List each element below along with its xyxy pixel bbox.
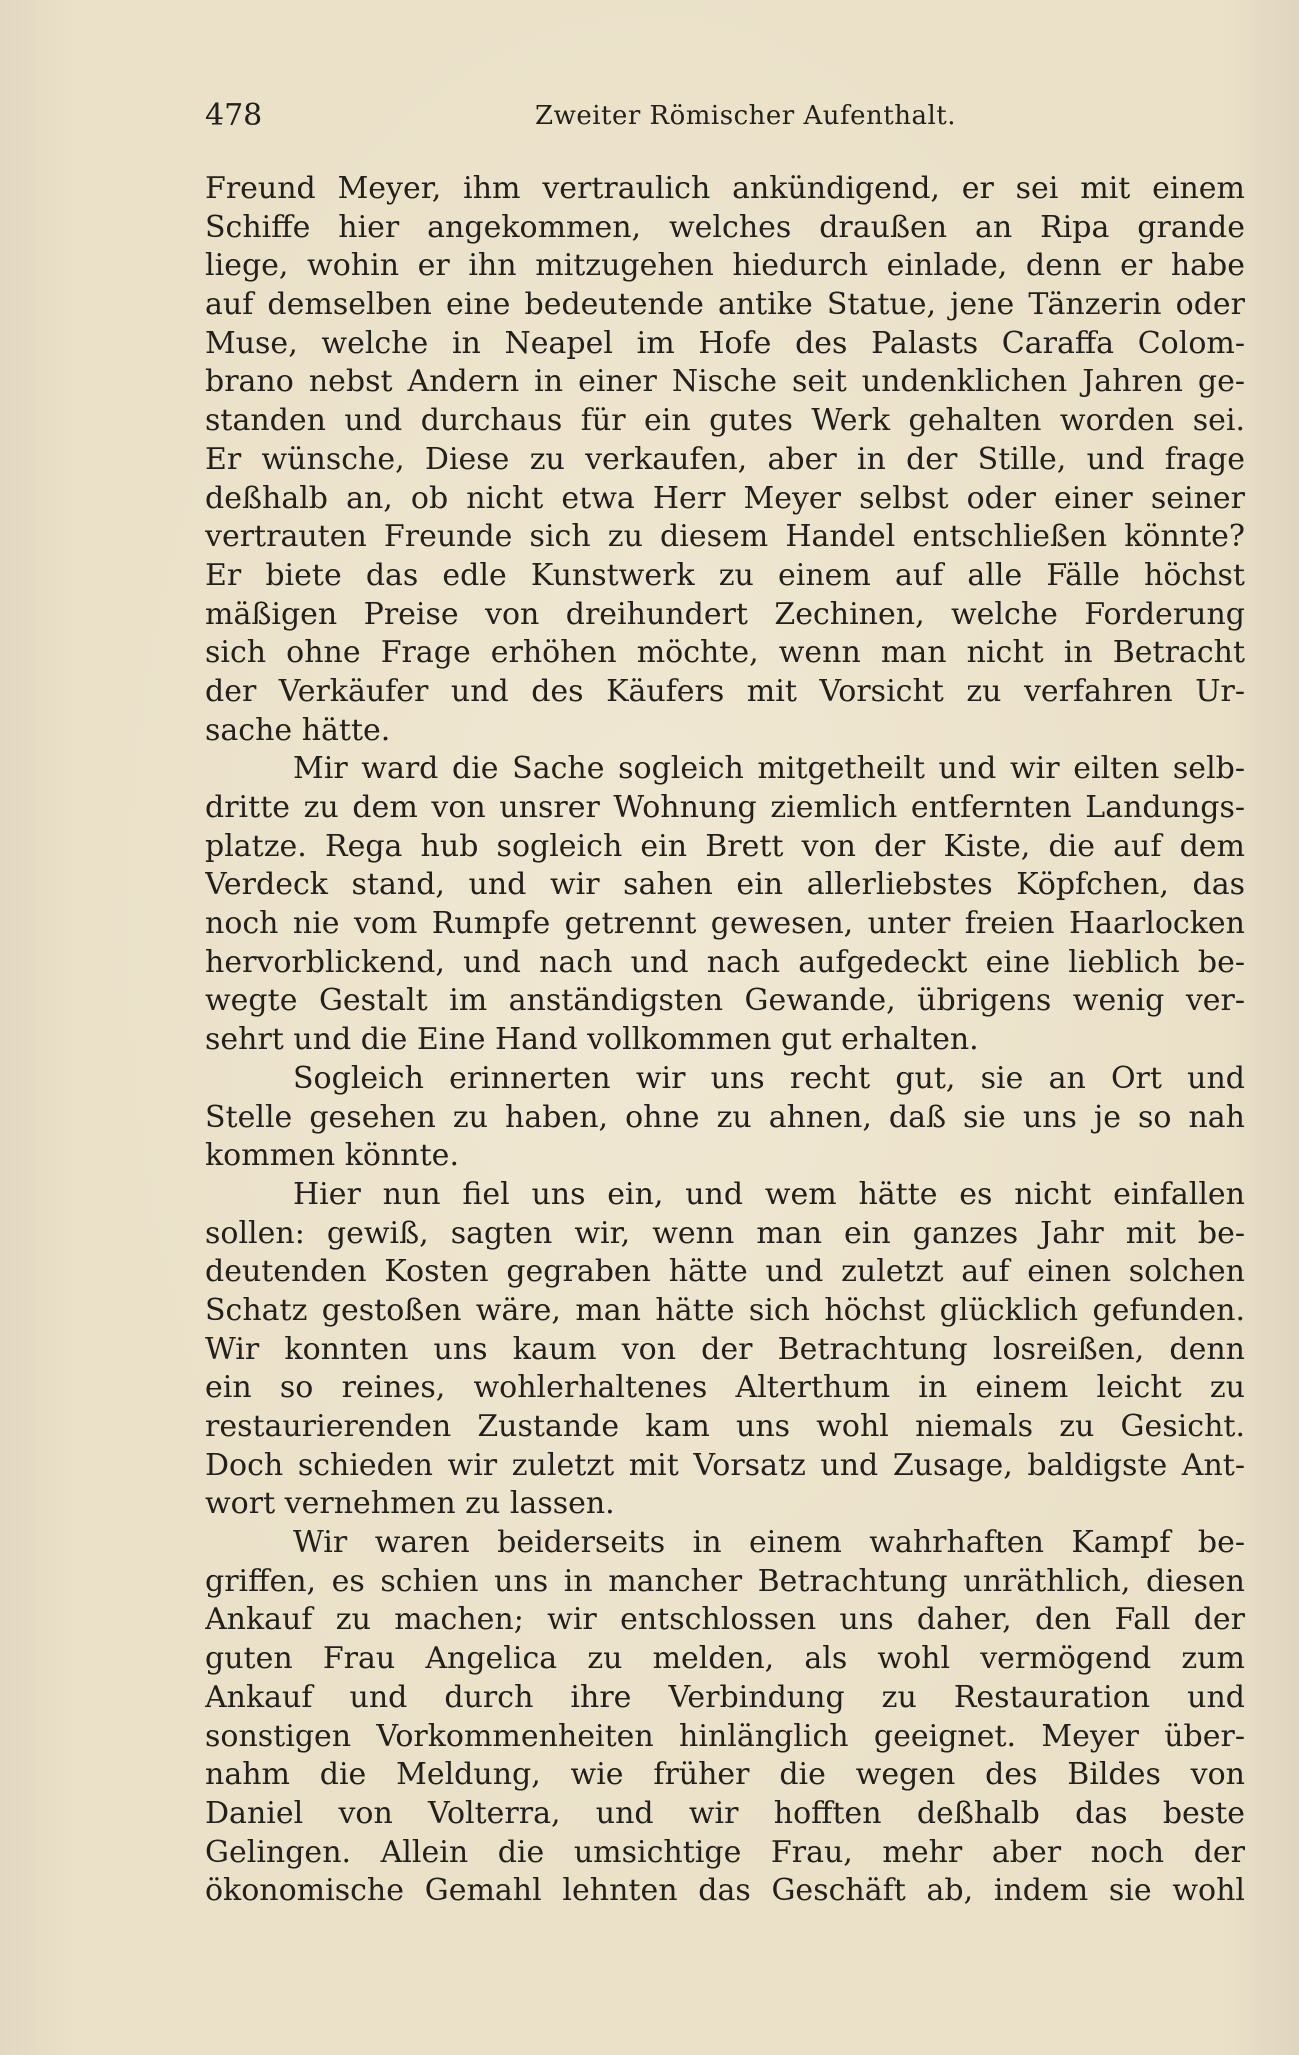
text-line: Verdeck stand, und wir sahen ein allerliebstes Köpfchen, das: [205, 867, 1245, 903]
paragraph-start-line: Wir waren beiderseits in einem wahrhaften Kampf be-: [293, 1525, 1245, 1561]
text-line: der Verkäufer und des Käufers mit Vorsicht zu verfahren Ur-: [205, 673, 1245, 709]
paragraph-end-line: sehrt und die Eine Hand vollkommen gut erhalten.: [205, 1022, 979, 1058]
text-line: auf demselben eine bedeutende antike Statue, jene Tänzerin oder: [205, 287, 1245, 323]
text-line: Wir konnten uns kaum von der Betrachtung losreißen, denn: [205, 1331, 1245, 1367]
text-line: Daniel von Volterra, und wir hofften deßhalb das beste: [205, 1795, 1245, 1831]
text-line: deutenden Kosten gegraben hätte und zuletzt auf einen solchen: [205, 1254, 1245, 1290]
text-line: ein so reines, wohlerhaltenes Alterthum in einem leicht zu: [205, 1370, 1245, 1406]
text-line: Ankauf zu machen; wir entschlossen uns daher, den Fall der: [205, 1602, 1245, 1638]
paragraph-start-line: Mir ward die Sache sogleich mitgetheilt und wir eilten selb-: [293, 751, 1245, 787]
text-line: hervorblickend, und nach und nach aufgedeckt eine lieblich be-: [205, 944, 1245, 980]
text-line: Ankauf und durch ihre Verbindung zu Restauration und: [205, 1679, 1245, 1715]
text-line: dritte zu dem von unsrer Wohnung ziemlich entfernten Landungs-: [205, 790, 1245, 825]
paragraph-end-line: kommen könnte.: [205, 1138, 459, 1174]
text-line: ökonomische Gemahl lehnten das Geschäft ab, indem sie wohl: [205, 1873, 1245, 1909]
paragraph-end-line: sache hätte.: [205, 712, 391, 748]
text-line: Stelle gesehen zu haben, ohne zu ahnen, daß sie uns je so nah: [205, 1099, 1245, 1135]
text-line: sonstigen Vorkommenheiten hinlänglich geeignet. Meyer über-: [205, 1718, 1245, 1754]
text-line: restaurierenden Zustande kam uns wohl niemals zu Gesicht.: [205, 1409, 1245, 1444]
text-line: Doch schieden wir zuletzt mit Vorsatz und Zusage, baldigste Ant-: [205, 1447, 1245, 1483]
text-line: Er wünsche, Diese zu verkaufen, aber in der Stille, und frage: [205, 441, 1245, 477]
text-line: griffen, es schien uns in mancher Betrachtung unräthlich, diesen: [205, 1563, 1245, 1599]
text-line: Gelingen. Allein die umsichtige Frau, mehr aber noch der: [205, 1834, 1245, 1870]
paragraph-start-line: Hier nun fiel uns ein, und wem hätte es nicht einfallen: [293, 1176, 1245, 1212]
text-line: noch nie vom Rumpfe getrennt gewesen, unter freien Haarlocken: [205, 906, 1245, 942]
text-line: sich ohne Frage erhöhen möchte, wenn man nicht in Betracht: [205, 635, 1245, 671]
text-line: Freund Meyer, ihm vertraulich ankündigend, er sei mit einem: [205, 171, 1245, 206]
text-line: wegte Gestalt im anständigsten Gewande, übrigens wenig ver-: [205, 983, 1245, 1019]
text-line: brano nebst Andern in einer Nische seit undenklichen Jahren ge-: [205, 364, 1245, 400]
page-number: 478: [205, 98, 263, 133]
text-line: Schiffe hier angekommen, welches draußen an Ripa grande: [205, 209, 1245, 245]
text-line: vertrauten Freunde sich zu diesem Handel entschließen könnte?: [205, 519, 1245, 555]
text-line: standen und durchaus für ein gutes Werk gehalten worden sei.: [205, 403, 1245, 439]
text-line: Er biete das edle Kunstwerk zu einem auf alle Fälle höchst: [205, 557, 1245, 593]
paragraph-start-line: Sogleich erinnerten wir uns recht gut, sie an Ort und: [293, 1060, 1245, 1096]
running-title: Zweiter Römischer Aufenthalt.: [535, 101, 956, 131]
text-line: deßhalb an, ob nicht etwa Herr Meyer selbst oder einer seiner: [205, 480, 1245, 516]
text-line: nahm die Meldung, wie früher die wegen des Bildes von: [205, 1757, 1245, 1793]
text-line: liege, wohin er ihn mitzugehen hiedurch einlade, denn er habe: [205, 248, 1245, 284]
text-line: Schatz gestoßen wäre, man hätte sich höchst glücklich gefunden.: [205, 1292, 1245, 1328]
text-line: Muse, welche in Neapel im Hofe des Palasts Caraffa Colom-: [205, 325, 1245, 361]
body-text: [205, 170, 1245, 1911]
text-line: platze. Rega hub sogleich ein Brett von der Kiste, die auf dem: [205, 828, 1245, 864]
text-line: mäßigen Preise von dreihundert Zechinen, welche Forderung: [205, 596, 1245, 632]
text-line: guten Frau Angelica zu melden, als wohl vermögend zum: [205, 1641, 1245, 1677]
page-header: [205, 96, 1245, 136]
text-line: sollen: gewiß, sagten wir, wenn man ein ganzes Jahr mit be-: [205, 1215, 1245, 1251]
paragraph-end-line: wort vernehmen zu lassen.: [205, 1486, 615, 1522]
